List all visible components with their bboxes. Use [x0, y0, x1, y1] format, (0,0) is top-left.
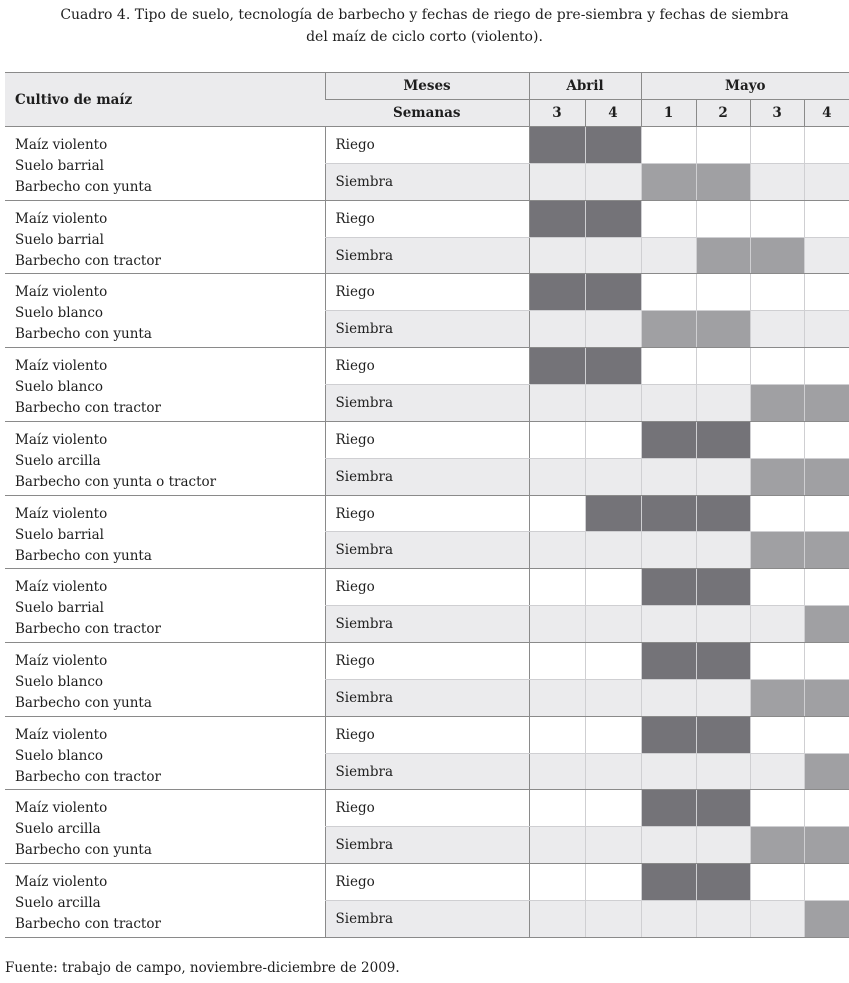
crop-description-line: Maíz violento — [15, 431, 108, 448]
crop-description-line: Suelo blanco — [15, 747, 104, 764]
week-cell — [641, 606, 696, 643]
siembra-label: Siembra — [325, 311, 529, 348]
week-cell — [585, 827, 641, 864]
week-cell — [585, 569, 641, 606]
crop-description-line: Suelo barrial — [15, 158, 104, 174]
week-cell — [585, 385, 641, 422]
siembra-week-marked — [641, 311, 696, 348]
siembra-label: Siembra — [325, 679, 529, 716]
week-cell — [529, 901, 585, 938]
table-row — [5, 421, 849, 458]
riego-label: Riego — [325, 864, 529, 901]
siembra-week-marked — [750, 458, 804, 495]
riego-label: Riego — [325, 716, 529, 753]
week-cell — [804, 127, 849, 164]
week-cell — [750, 163, 804, 200]
crop-description-line: Maíz violento — [15, 358, 108, 375]
crop-description-line: Barbecho con yunta — [15, 179, 152, 195]
table-row — [5, 200, 849, 237]
week-cell — [750, 901, 804, 938]
riego-week-marked — [641, 864, 696, 901]
riego-label: Riego — [325, 348, 529, 385]
riego-week-marked — [529, 127, 585, 164]
caption-line-2: del maíz de ciclo corto (violento). — [306, 29, 543, 45]
week-cell — [696, 274, 750, 311]
week-cell — [804, 716, 849, 753]
week-cell — [750, 753, 804, 790]
week-cell — [641, 127, 696, 164]
week-cell — [585, 311, 641, 348]
table-row — [5, 274, 849, 311]
riego-week-marked — [641, 716, 696, 753]
week-cell — [529, 606, 585, 643]
table-row — [5, 790, 849, 827]
crop-description-line: Barbecho con yunta — [15, 326, 152, 343]
week-cell — [529, 421, 585, 458]
riego-label: Riego — [325, 127, 529, 164]
siembra-label: Siembra — [325, 532, 529, 569]
week-cell — [804, 864, 849, 901]
week-cell — [585, 163, 641, 200]
week-cell — [696, 532, 750, 569]
week-cell — [804, 200, 849, 237]
week-cell — [696, 753, 750, 790]
riego-label: Riego — [325, 495, 529, 532]
siembra-label: Siembra — [325, 753, 529, 790]
crop-description — [5, 200, 325, 274]
riego-week-marked — [641, 421, 696, 458]
crop-description — [5, 348, 325, 422]
riego-week-marked — [696, 716, 750, 753]
week-cell — [750, 311, 804, 348]
crop-description-line: Barbecho con tractor — [15, 621, 161, 638]
week-cell — [750, 274, 804, 311]
week-cell — [804, 163, 849, 200]
week-cell — [641, 237, 696, 274]
caption-line-1: Cuadro 4. Tipo de suelo, tecnología de barbecho y fechas de riego de pre-siembra y fechas de siembra — [60, 7, 789, 23]
crop-description-line: Suelo blanco — [15, 674, 104, 691]
week-cell — [750, 569, 804, 606]
siembra-week-marked — [696, 311, 750, 348]
siembra-week-marked — [750, 679, 804, 716]
table-row — [5, 643, 849, 680]
week-cell — [529, 716, 585, 753]
week-cell — [804, 237, 849, 274]
week-cell — [750, 643, 804, 680]
riego-week-marked — [585, 348, 641, 385]
siembra-week-marked — [804, 827, 849, 864]
siembra-label: Siembra — [325, 237, 529, 274]
week-cell — [750, 864, 804, 901]
riego-label: Riego — [325, 274, 529, 311]
week-cell — [804, 790, 849, 827]
siembra-label: Siembra — [325, 827, 529, 864]
schedule-table — [5, 72, 849, 938]
crop-description-line: Barbecho con yunta — [15, 842, 152, 859]
week-cell — [804, 348, 849, 385]
week-header: 4 — [585, 100, 641, 127]
crop-description — [5, 790, 325, 864]
week-cell — [585, 458, 641, 495]
week-cell — [641, 385, 696, 422]
week-cell — [696, 127, 750, 164]
week-cell — [804, 643, 849, 680]
week-cell — [529, 864, 585, 901]
crop-description — [5, 864, 325, 938]
crop-description-line: Barbecho con tractor — [15, 400, 161, 417]
week-cell — [696, 606, 750, 643]
crop-description-line: Barbecho con tractor — [15, 768, 161, 785]
week-cell — [696, 458, 750, 495]
riego-week-marked — [585, 274, 641, 311]
riego-week-marked — [696, 790, 750, 827]
siembra-label: Siembra — [325, 458, 529, 495]
siembra-label: Siembra — [325, 901, 529, 938]
week-cell — [750, 348, 804, 385]
week-cell — [696, 827, 750, 864]
week-cell — [529, 753, 585, 790]
riego-week-marked — [529, 200, 585, 237]
crop-description-line: Maíz violento — [15, 137, 108, 153]
crop-description-line: Suelo arcilla — [15, 821, 101, 838]
siembra-week-marked — [750, 532, 804, 569]
crop-description-line: Maíz violento — [15, 874, 108, 891]
week-header: 3 — [750, 100, 804, 127]
week-header: 4 — [804, 100, 849, 127]
month-header-mayo: Mayo — [641, 73, 849, 100]
riego-week-marked — [696, 495, 750, 532]
crop-description-line: Barbecho con yunta — [15, 547, 152, 564]
crop-description — [5, 127, 325, 201]
week-cell — [585, 606, 641, 643]
week-header: 3 — [529, 100, 585, 127]
crop-description-line: Barbecho con yunta — [15, 695, 152, 712]
week-cell — [641, 532, 696, 569]
week-header: 2 — [696, 100, 750, 127]
week-cell — [585, 753, 641, 790]
week-cell — [585, 864, 641, 901]
week-header: 1 — [641, 100, 696, 127]
siembra-label: Siembra — [325, 606, 529, 643]
week-cell — [529, 385, 585, 422]
crop-description-line: Suelo arcilla — [15, 452, 101, 469]
riego-week-marked — [696, 864, 750, 901]
week-cell — [641, 901, 696, 938]
riego-week-marked — [529, 274, 585, 311]
week-cell — [529, 311, 585, 348]
crop-description-line: Barbecho con tractor — [15, 916, 161, 933]
siembra-week-marked — [804, 458, 849, 495]
months-label: Meses — [325, 73, 529, 100]
week-cell — [529, 643, 585, 680]
riego-week-marked — [696, 569, 750, 606]
riego-week-marked — [641, 495, 696, 532]
week-cell — [529, 569, 585, 606]
week-cell — [529, 237, 585, 274]
week-cell — [696, 679, 750, 716]
riego-week-marked — [585, 200, 641, 237]
week-cell — [585, 421, 641, 458]
crop-column-header: Cultivo de maíz — [5, 73, 325, 127]
source-note: Fuente: trabajo de campo, noviembre-diciembre de 2009. — [5, 960, 400, 976]
siembra-week-marked — [804, 385, 849, 422]
table-row — [5, 348, 849, 385]
siembra-label: Siembra — [325, 163, 529, 200]
week-cell — [696, 200, 750, 237]
crop-description-line: Suelo barrial — [15, 231, 104, 248]
week-cell — [529, 679, 585, 716]
crop-description — [5, 716, 325, 790]
riego-week-marked — [641, 790, 696, 827]
siembra-week-marked — [804, 532, 849, 569]
week-cell — [750, 127, 804, 164]
week-cell — [750, 716, 804, 753]
crop-description-line: Maíz violento — [15, 210, 108, 227]
siembra-week-marked — [804, 606, 849, 643]
crop-description-line: Maíz violento — [15, 653, 108, 670]
week-cell — [585, 901, 641, 938]
crop-description-line: Suelo barrial — [15, 600, 104, 617]
week-cell — [529, 790, 585, 827]
week-cell — [750, 790, 804, 827]
table-row — [5, 569, 849, 606]
table-row — [5, 127, 849, 164]
week-cell — [529, 532, 585, 569]
riego-week-marked — [696, 421, 750, 458]
week-cell — [750, 421, 804, 458]
crop-description-line: Maíz violento — [15, 726, 108, 743]
riego-week-marked — [585, 495, 641, 532]
week-cell — [585, 643, 641, 680]
week-cell — [804, 495, 849, 532]
week-cell — [585, 532, 641, 569]
riego-label: Riego — [325, 569, 529, 606]
siembra-week-marked — [750, 237, 804, 274]
riego-week-marked — [529, 348, 585, 385]
riego-week-marked — [641, 569, 696, 606]
week-cell — [750, 495, 804, 532]
siembra-label: Siembra — [325, 385, 529, 422]
crop-description — [5, 495, 325, 569]
week-cell — [641, 458, 696, 495]
crop-description-line: Barbecho con yunta o tractor — [15, 473, 217, 490]
siembra-week-marked — [696, 163, 750, 200]
crop-description-line: Barbecho con tractor — [15, 252, 161, 269]
siembra-week-marked — [804, 901, 849, 938]
week-cell — [529, 163, 585, 200]
week-cell — [750, 200, 804, 237]
table-row — [5, 495, 849, 532]
week-cell — [804, 311, 849, 348]
siembra-week-marked — [641, 163, 696, 200]
week-cell — [696, 901, 750, 938]
crop-description-line: Maíz violento — [15, 579, 108, 596]
week-cell — [585, 679, 641, 716]
siembra-week-marked — [804, 753, 849, 790]
week-cell — [641, 679, 696, 716]
week-cell — [529, 458, 585, 495]
crop-description-line: Suelo barrial — [15, 526, 104, 543]
weeks-label: Semanas — [325, 100, 529, 127]
riego-week-marked — [696, 643, 750, 680]
week-cell — [641, 348, 696, 385]
crop-description-line: Maíz violento — [15, 505, 108, 522]
crop-description-line: Suelo blanco — [15, 305, 104, 322]
riego-week-marked — [641, 643, 696, 680]
week-cell — [529, 827, 585, 864]
crop-description — [5, 274, 325, 348]
week-cell — [585, 790, 641, 827]
siembra-week-marked — [750, 827, 804, 864]
siembra-week-marked — [750, 385, 804, 422]
schedule-body — [5, 127, 849, 938]
week-cell — [804, 569, 849, 606]
crop-description-line: Suelo arcilla — [15, 895, 101, 912]
riego-label: Riego — [325, 421, 529, 458]
week-cell — [585, 237, 641, 274]
riego-label: Riego — [325, 643, 529, 680]
week-cell — [696, 348, 750, 385]
siembra-week-marked — [696, 237, 750, 274]
crop-description-line: Suelo blanco — [15, 379, 104, 396]
riego-label: Riego — [325, 200, 529, 237]
month-header-abril: Abril — [529, 73, 641, 100]
week-cell — [641, 753, 696, 790]
crop-description-line: Maíz violento — [15, 284, 108, 301]
table-row — [5, 716, 849, 753]
table-row — [5, 864, 849, 901]
week-cell — [585, 716, 641, 753]
crop-description-line: Maíz violento — [15, 800, 108, 817]
week-cell — [804, 274, 849, 311]
week-cell — [750, 606, 804, 643]
crop-description — [5, 569, 325, 643]
week-cell — [696, 385, 750, 422]
table-caption — [0, 4, 849, 48]
siembra-week-marked — [804, 679, 849, 716]
crop-description — [5, 421, 325, 495]
week-cell — [529, 495, 585, 532]
riego-week-marked — [585, 127, 641, 164]
week-cell — [641, 827, 696, 864]
riego-label: Riego — [325, 790, 529, 827]
crop-description — [5, 643, 325, 717]
week-cell — [804, 421, 849, 458]
week-cell — [641, 274, 696, 311]
week-cell — [641, 200, 696, 237]
